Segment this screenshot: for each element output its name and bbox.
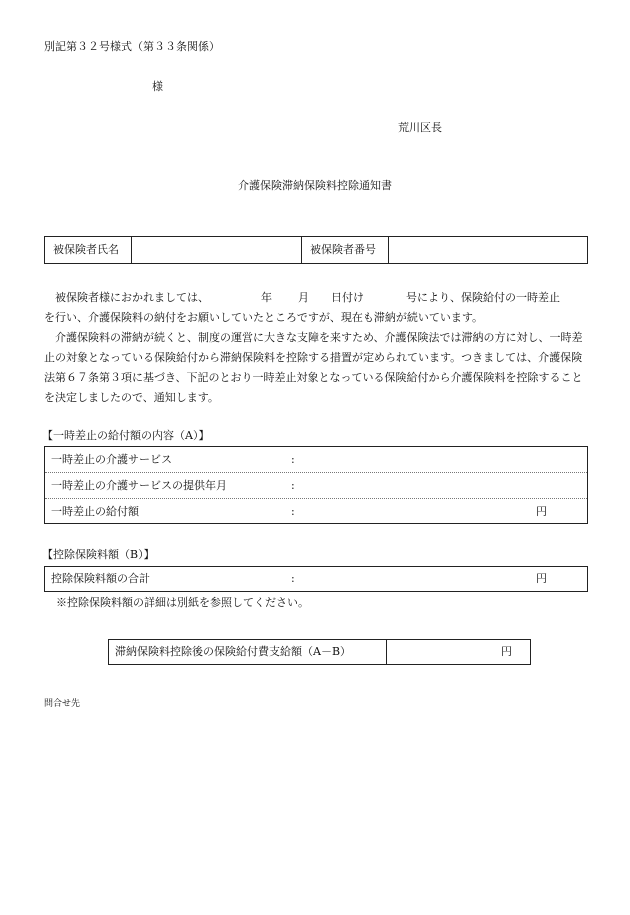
p1-start: 被保険者様におかれましては、	[55, 291, 209, 304]
insured-name-label: 被保険者氏名	[45, 237, 132, 263]
section-a-row-label: 一時差止の給付額	[51, 505, 139, 518]
section-b-note: ※控除保険料額の詳細は別紙を参照してください。	[56, 596, 309, 609]
p1-go: 号により、保険給付の一時差止	[406, 291, 560, 304]
section-a-heading: 【一時差止の給付額の内容（A）】	[42, 429, 210, 442]
p1-cont: を行い、介護保険料の納付をお願いしていたところですが、現在も滞納が続いています。	[44, 311, 484, 324]
p2-text: 介護保険料の滞納が続くと、制度の運営に大きな支障を来すため、介護保険法では滞納の方に対し、一時差止の対象となっている保険給付から滞納保険料を控除する措置が定められています。つきましては、介護保険法第６７条第３項に基づき、下記のとおり一時差止対象となっている保険給付から介護保険料を控除することを決定しましたので、通知します。	[44, 331, 583, 404]
section-a-row	[45, 447, 587, 473]
section-a-row-label: 一時差止の介護サービスの提供年月	[51, 479, 227, 492]
final-amount-field[interactable]	[387, 640, 530, 664]
section-a-row	[45, 499, 587, 525]
addressee-suffix: 様	[152, 80, 163, 93]
notice-paragraph-2	[44, 328, 590, 408]
insured-number-label: 被保険者番号	[302, 237, 389, 263]
section-b-table	[44, 566, 588, 592]
final-amount-table	[108, 639, 531, 665]
section-a-row-colon: :	[291, 505, 295, 518]
section-b-heading: 【控除保険料額（B）】	[42, 548, 155, 561]
section-a-table	[44, 446, 588, 524]
document-title: 介護保険滞納保険料控除通知書	[238, 179, 392, 192]
p1-year: 年	[261, 291, 272, 304]
form-number: 別記第３２号様式（第３３条関係）	[44, 40, 220, 53]
section-a-row-colon: :	[291, 453, 295, 466]
final-amount-unit: 円	[501, 645, 512, 658]
section-b-row-colon: :	[291, 572, 295, 585]
section-b-row-unit: 円	[536, 572, 547, 585]
p1-date: 日付け	[331, 291, 364, 304]
insured-info-table	[44, 236, 588, 264]
issuer-name: 荒川区長	[398, 121, 442, 134]
contact-label: 問合せ先	[44, 699, 81, 709]
section-a-row-unit: 円	[536, 505, 547, 518]
notice-paragraph-1	[44, 288, 590, 328]
insured-name-field[interactable]	[132, 237, 302, 263]
p1-month: 月	[298, 291, 309, 304]
section-b-row	[45, 567, 587, 591]
section-a-row-colon: :	[291, 479, 295, 492]
section-b-row-label: 控除保険料額の合計	[51, 572, 150, 585]
section-a-row	[45, 473, 587, 499]
section-a-row-label: 一時差止の介護サービス	[51, 453, 172, 466]
final-amount-label: 滞納保険料控除後の保険給付費支給額（A－B）	[109, 640, 387, 664]
insured-number-field[interactable]	[389, 237, 587, 263]
